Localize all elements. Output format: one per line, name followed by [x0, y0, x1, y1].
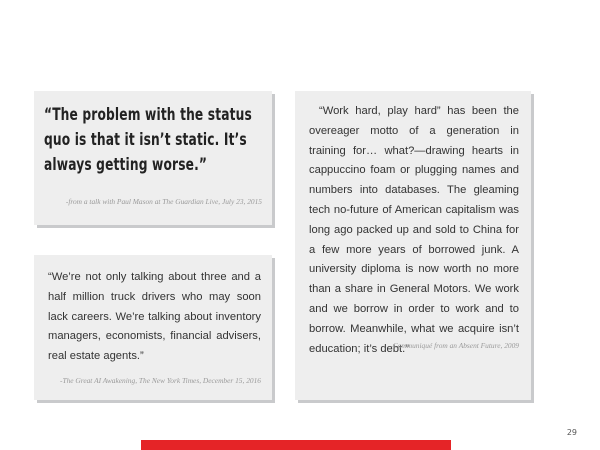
quote-attribution: -Communiqué from an Absent Future, 2009 — [390, 341, 519, 350]
page-number: 29 — [566, 428, 577, 437]
quote-body-text: “We’re not only talking about three and a half million truck drivers who may soon lack careers. We’re talking about inventory managers, economists, financial advisers, real estate agents.” — [48, 271, 261, 363]
quote-body-text: “Work hard, play hard” has been the overeager motto of a generation in training for… what?—drawing hearts in cappuccino foam or plugging names and numbers into databases. The gleaming tech no-future of American capitalism was long ago packed up and sold to China for a few more years of borrowed junk. A university diploma is now worth no more than a share in General Motors. We work and we borrow in order to work and to borrow. Meanwhile, what we acquire isn’t education; it’s debt.” — [309, 105, 519, 355]
quote-card-communique — [295, 91, 531, 400]
quote-attribution: -from a talk with Paul Mason at The Guardian Live, July 23, 2015 — [65, 197, 262, 206]
accent-bar — [141, 440, 451, 450]
quote-attribution: -The Great AI Awakening, The New York Times, December 15, 2016 — [60, 376, 261, 385]
quote-card-ai-awakening — [34, 255, 272, 400]
quote-card-paul-mason — [34, 91, 272, 225]
pull-quote-text: “The problem with the status quo is that it isn’t static. It’s always getting worse.” — [44, 105, 252, 175]
